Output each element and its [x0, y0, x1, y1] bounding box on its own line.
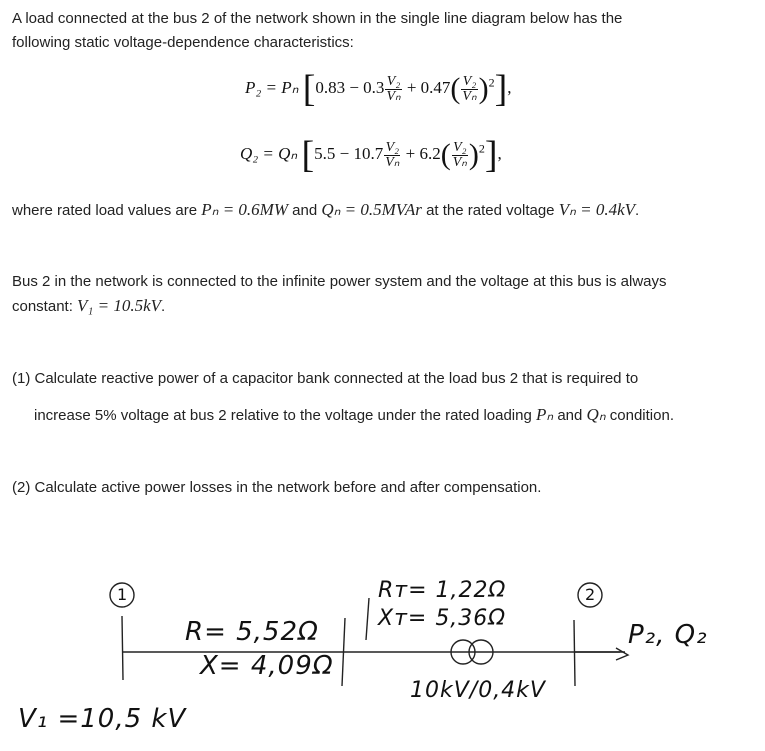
question-1-line-1: (1) Calculate reactive power of a capacitor bank connected at the load bus 2 that is required to [12, 370, 639, 387]
rated-vn: Vₙ = 0.4kV [558, 200, 635, 219]
q-fraction-sq: $\frac{\text{V₂}}{\text{Vₙ}}$ [452, 139, 467, 170]
q-fraction: $\frac{\text{V₂}}{\text{Vₙ}}$ [385, 139, 400, 170]
intro-line-2: following static voltage-dependence characteristics: [12, 34, 354, 51]
p-lhs: P₂ = Pₙ [245, 77, 299, 97]
rated-qn: Qₙ = 0.5MVAr [321, 200, 422, 219]
line-reactance: X= 4,09Ω [200, 651, 334, 681]
rated-line: where rated load values are Pₙ = 0.6MW and Qₙ = 0.5MVAr at the rated voltage Vₙ = 0.4kV. [12, 200, 640, 219]
transformer-brace [366, 598, 369, 640]
bus-2-label: 2 [585, 585, 597, 604]
p-c0: 0.83 − 0.3 [315, 77, 385, 97]
question-2: (2) Calculate active power losses in the network before and after compensation. [12, 479, 542, 496]
transformer-resistance: Rᴛ= 1,22Ω [378, 578, 507, 603]
p-c2: + 0.47 [406, 77, 451, 97]
p-fraction-sq: $\frac{\text{V₂}}{\text{Vₙ}}$ [462, 73, 477, 104]
load-arrow-icon [616, 648, 628, 660]
transformer-reactance: Xᴛ= 5,36Ω [378, 606, 507, 631]
q-lhs: Q₂ = Qₙ [240, 143, 298, 163]
bus-v1: V₁ = 10.5kV [77, 296, 161, 315]
transformer-ratio: 10kV/0,4kV [410, 678, 546, 703]
equation-p2: P₂ = Pₙ [0.83 − 0.3 $\frac{\text{V₂}}{\text{Vₙ}}$ + 0.47( $\frac{\text{V₂}}{\text{Vₙ}}$ )$^2$], [245, 68, 512, 110]
bus-1-bar [122, 616, 123, 680]
bus-line-2: constant: V₁ = 10.5kV. [12, 296, 166, 315]
rated-pn: Pₙ = 0.6MW [201, 200, 288, 219]
bus-1-voltage: V₁ =10,5 kV [18, 704, 187, 734]
bus-line-1: Bus 2 in the network is connected to the infinite power system and the voltage at this bus is always [12, 273, 667, 290]
p-fraction: $\frac{\text{V₂}}{\text{Vₙ}}$ [386, 73, 401, 104]
bracket-open: [ [302, 68, 316, 110]
bus-1-label: 1 [117, 585, 129, 604]
bus-2-bar [574, 620, 575, 686]
q-c0: 5.5 − 10.7 [314, 143, 384, 163]
load-label: P₂, Q₂ [628, 620, 708, 650]
q-c2: + 6.2 [405, 143, 441, 163]
line-resistance: R= 5,52Ω [185, 617, 319, 647]
question-1-line-2: increase 5% voltage at bus 2 relative to the voltage under the rated loading Pₙ and Qₙ condition. [34, 405, 674, 424]
intro-line-1: A load connected at the bus 2 of the network shown in the single line diagram below has the [12, 10, 623, 27]
equation-q2: Q₂ = Qₙ [5.5 − 10.7 $\frac{\text{V₂}}{\text{Vₙ}}$ + 6.2( $\frac{\text{V₂}}{\text{Vₙ}}$ )$^2$], [240, 134, 502, 176]
